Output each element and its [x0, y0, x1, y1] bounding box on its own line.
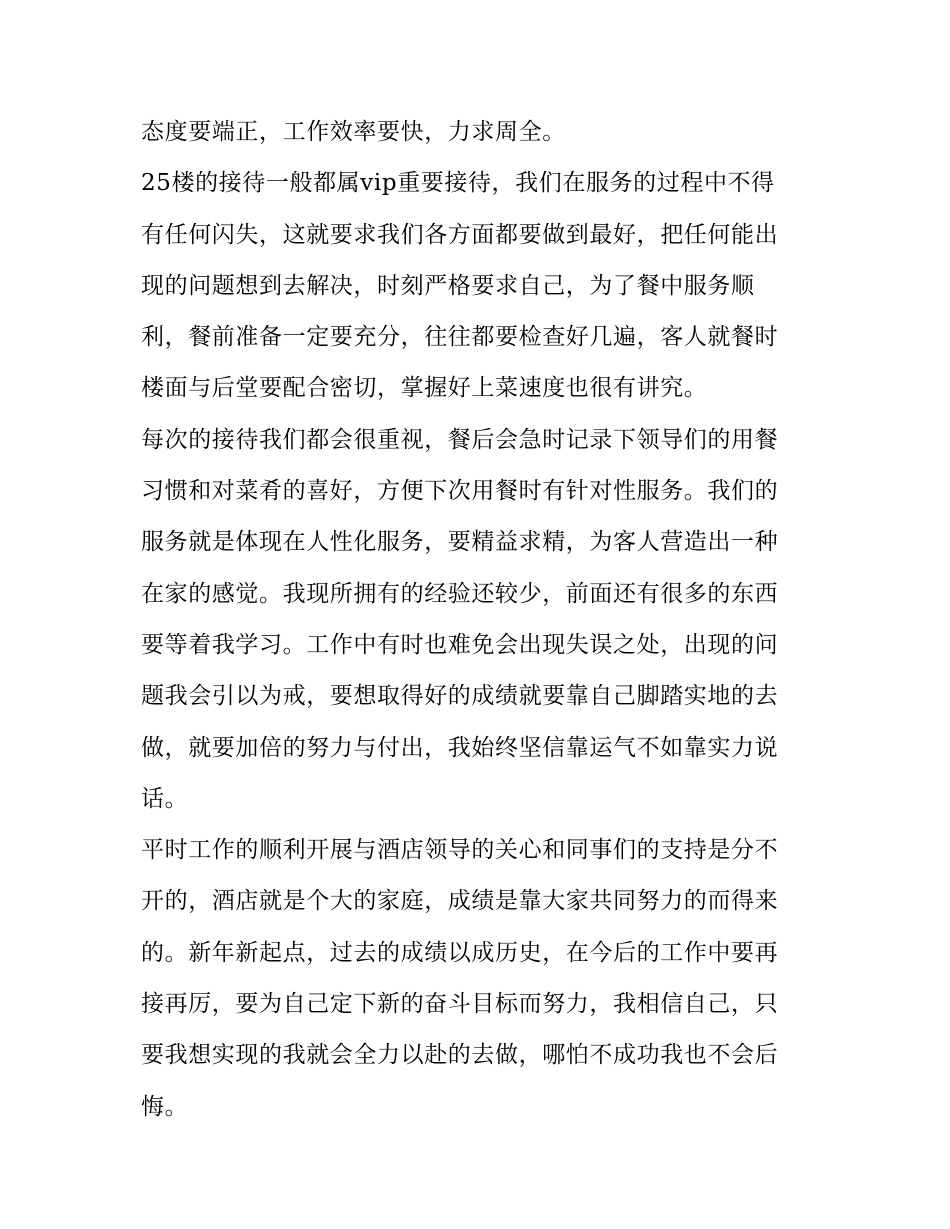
text-line: 的。新年新起点，过去的成绩以成历史，在今后的工作中要再 — [141, 939, 779, 966]
text-line: 态度要端正，工作效率要快，力求周全。 — [141, 119, 566, 145]
text-line: 利，餐前准备一定要充分，往往都要检查好几遍，客人就餐时 — [141, 324, 779, 351]
text-line: 开的，酒店就是个大的家庭，成绩是靠大家共同努力的而得来 — [141, 888, 779, 915]
text-line: 要等着我学习。工作中有时也难免会出现失误之处，出现的问 — [141, 631, 779, 658]
text-line: 服务就是体现在人性化服务，要精益求精，为客人营造出一种 — [141, 529, 779, 556]
text-line: 悔。 — [141, 1093, 189, 1120]
text-line: 现的问题想到去解决，时刻严格要求自己，为了餐中服务顺 — [141, 272, 755, 299]
text-line: 每次的接待我们都会很重视，餐后会急时记录下领导们的用餐 — [141, 426, 779, 453]
text-line: 做，就要加倍的努力与付出，我始终坚信靠运气不如靠实力说 — [141, 734, 779, 761]
text-line: 话。 — [141, 785, 189, 812]
text-line: 楼面与后堂要配合密切，掌握好上菜速度也很有讲究。 — [141, 375, 708, 402]
text-line: 题我会引以为戒，要想取得好的成绩就要靠自己脚踏实地的去 — [141, 683, 779, 710]
text-line: 有任何闪失，这就要求我们各方面都要做到最好，把任何能出 — [141, 221, 779, 248]
text-line: 习惯和对菜肴的喜好，方便下次用餐时有针对性服务。我们的 — [141, 478, 779, 505]
text-line: 25楼的接待一般都属vip重要接待，我们在服务的过程中不得 — [141, 170, 775, 197]
body-text — [141, 107, 821, 1133]
text-line: 要我想实现的我就会全力以赴的去做，哪怕不成功我也不会后 — [141, 1042, 779, 1069]
text-line: 平时工作的顺利开展与酒店领导的关心和同事们的支持是分不 — [141, 837, 779, 864]
text-line: 在家的感觉。我现所拥有的经验还较少，前面还有很多的东西 — [141, 580, 779, 607]
text-line: 接再厉，要为自己定下新的奋斗目标而努力，我相信自己，只 — [141, 991, 779, 1018]
